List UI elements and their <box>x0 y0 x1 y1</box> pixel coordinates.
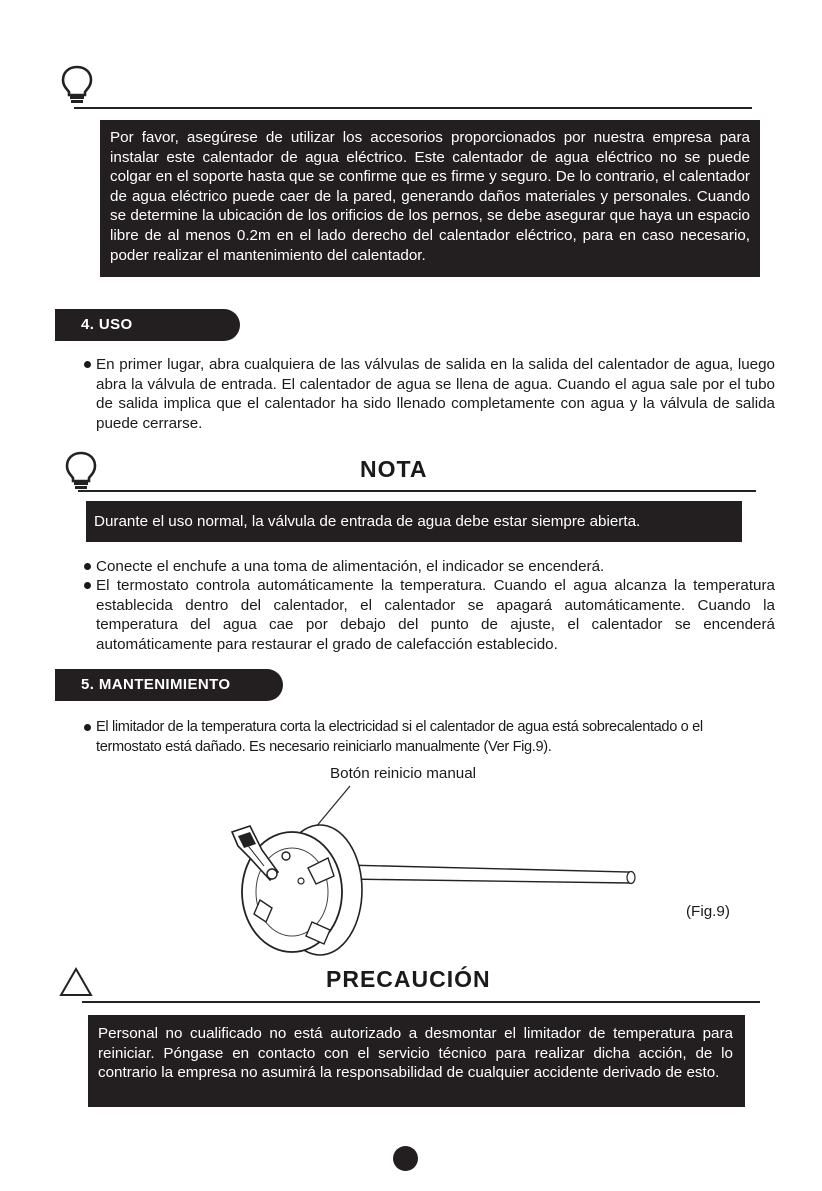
tip-box-text: Por favor, asegúrese de utilizar los accesorios proporcionados por nuestra empresa para instalar este calentador de agua eléctrico. Este calentador de agua eléctrico no se puede colgar en el soporte hasta que se confirme que es firme y seguro. De lo contrario, el calentador de agua eléctrico puede caer de la pared, generando daños materiales y personales. Cuando se determine la ubicación de los orificios de los pernos, se debe asegurar que haya un espacio libre de al menos 0.2m en el lado derecho del calentador eléctrico, para en caso necesario, poder realizar el mantenimiento del calentador. <box>110 129 750 264</box>
list-item-text: El termostato controla automáticamente la temperatura. Cuando el agua alcanza la temperatura establecida dentro del calentador, el calentador se apagará automáticamente. Cuando la temperatura del agua cae por debajo del punto de ajuste, el calentador se encenderá automáticamente para restaurar el grado de calefacción establecido. <box>96 577 775 653</box>
section-title-mantenimiento-label: 5. MANTENIMIENTO <box>81 676 231 693</box>
lightbulb-icon <box>64 450 98 492</box>
precaucion-box <box>88 1015 745 1107</box>
list-item <box>96 355 775 433</box>
section-title-uso <box>55 309 240 341</box>
bullet-dot <box>84 361 91 368</box>
list-item <box>96 718 746 757</box>
list-item <box>96 576 775 654</box>
list-item-text: Conecte el enchufe a una toma de alimentación, el indicador se encenderá. <box>96 558 605 575</box>
list-item <box>96 557 775 577</box>
section-title-uso-label: 4. USO <box>81 316 133 333</box>
bullet-dot <box>84 582 91 589</box>
list-item-text: En primer lugar, abra cualquiera de las válvulas de salida en la salida del calentador de agua, luego abra la válvula de entrada. El calentador de agua se llena de agua. Cuando el agua sale por el tubo de salida implica que el calentador ha sido llenado completamente con agua y la válvula de salida puede cerrarse. <box>96 356 775 432</box>
nota-box <box>86 501 742 542</box>
bullet-dot <box>84 724 91 731</box>
thermostat-illustration <box>220 780 650 960</box>
figure-callout-label: Botón reinicio manual <box>330 765 477 782</box>
precaucion-heading: PRECAUCIÓN <box>326 966 491 992</box>
warning-icon <box>58 966 94 998</box>
lightbulb-icon <box>60 64 94 106</box>
list-item-text: El limitador de la temperatura corta la electricidad si el calentador de agua está sobrecalentado o el termostato está dañado. Es necesario reiniciarlo manualmente (Ver Fig.9). <box>96 719 703 755</box>
figure-caption: (Fig.9) <box>686 903 730 920</box>
section-rule <box>78 490 756 492</box>
nota-heading: NOTA <box>360 456 428 482</box>
section-title-mantenimiento <box>55 669 283 701</box>
precaucion-text: Personal no cualificado no está autorizado a desmontar el limitador de temperatura para reiniciar. Póngase en contacto con el servicio técnico para realizar dicha acción, de lo contrario la empresa no asumirá la responsabilidad de cualquier accidente derivado de esto. <box>98 1025 733 1082</box>
tip-box <box>100 120 760 277</box>
nota-text: Durante el uso normal, la válvula de entrada de agua debe estar siempre abierta. <box>94 513 641 530</box>
page-number-marker <box>393 1146 418 1171</box>
bullet-dot <box>84 563 91 570</box>
section-rule <box>74 107 752 109</box>
section-rule <box>82 1001 760 1003</box>
